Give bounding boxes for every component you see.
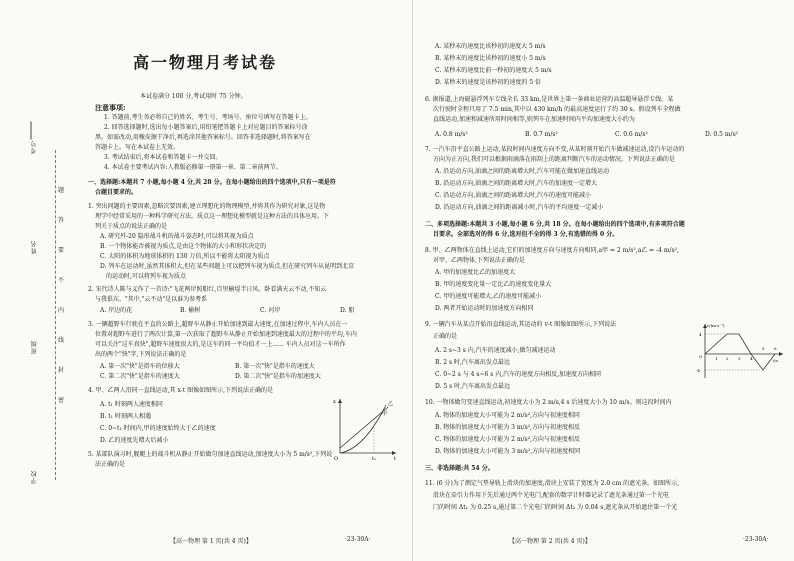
- section-2-heading: 二、多项选择题:本题共 3 小题,每小题 6 分,共 18 分。在每小题给出的四个选项中,有多项符合题: [425, 221, 685, 228]
- seal-char: 要: [58, 247, 65, 254]
- q2-option-b: B. 榆树: [180, 307, 201, 314]
- binding-strip: [0, 0, 78, 561]
- notice-line: 1. 答题前,考生务必将自己的姓名、考生号、考场号、座位号填写在答题卡上。: [104, 114, 312, 121]
- seal-char: 答: [58, 217, 65, 224]
- section-1-heading-cont: 合题目要求的。: [95, 189, 138, 196]
- q3-line: 出的两个"快"字,下列说法正确的是: [95, 351, 187, 358]
- q11-line: 滑块在牵引力作用下先后通过两个光电门,配套的数字计时器记录了遮光条通过第一个光电: [433, 492, 669, 499]
- q9-option-b: B. 2 s 时,汽车离出发点最远: [435, 359, 510, 366]
- q7-line: 7. 一汽车沿平直公路上运动,某段时间内速度方向不变,从某时刻开始汽车做减速运动,设汽车运动的: [425, 146, 685, 153]
- q11-line: 11. (6 分)为了测定气垫导轨上滑块的加速度,滑块上安装了宽度为 2.0 cm 的遮光条。如图所示,: [425, 480, 679, 487]
- right-footer: 【高一物理 第 2 页(共 4 页)】: [509, 538, 591, 545]
- q1-option: D. 列车在运动时,虽然其体积大,但在某些问题上可以把列车视为质点,但在研究列车从昆明到北京: [100, 263, 355, 270]
- q4-option-a: A. t₁ 时刻两人速度相同: [100, 401, 163, 408]
- q2-line: 2. 宋代诗人陈与义作了一首诗:"飞花两岸照船红,百里榆堤半日风。卧看满天云不动,不知云: [88, 286, 327, 293]
- seal-char: 内: [58, 307, 65, 314]
- vt-tick: 3: [738, 356, 741, 361]
- q2-option-d: D. 船: [340, 307, 355, 314]
- graph-yi-label: 乙: [388, 401, 394, 407]
- q1-line: 理学中经常采用的一种科学研究方法。质点这一理想化模型就是这种方法的具体应用。下: [95, 213, 330, 220]
- graph-x-label: x: [333, 399, 336, 405]
- q1-option: A. 研究歼-20 隐形战斗机的战斗姿态时,可以将其视为质点: [100, 233, 254, 240]
- q6-line: 直线运动,加速和减速所用时间相等,则列车在加速时间内平均加速度大小约为: [433, 116, 635, 123]
- class-label: 班级: [31, 340, 38, 354]
- seal-dashed-line: [55, 150, 56, 480]
- q4-option-b: B. t₁ 时刻两人相遇: [100, 413, 151, 420]
- notice-line: 答题卡上。写在本试卷上无效。: [95, 144, 180, 151]
- q4-xt-graph: [330, 393, 400, 463]
- left-footer-code: ·23-30A·: [345, 536, 371, 543]
- q2-option-c: C. 河岸: [260, 307, 281, 314]
- q9-option-d: D. 5 s 时,汽车离出发点最远: [435, 383, 511, 390]
- q7-option-c: C. 沿运动方向,油滴之间的距离增大时,汽车的速度可能减小: [435, 192, 592, 199]
- q3-line: 3. 一辆超野车行驶在平直的公路上,超野车从静止开始加速到最大速度,在加速过程中,车内人员在一: [88, 321, 348, 328]
- q9-option-c: C. 0~2 s 与 4 s~6 s 内,汽车的速度方向相反,加速度方向相同: [435, 371, 602, 378]
- seal-char: 题: [58, 187, 65, 194]
- q5-option-c: C. 某秒末的速度比前一秒初的速度大 5 m/s: [435, 67, 552, 74]
- seal-char: 线: [58, 337, 65, 344]
- q7-option-b: B. 沿运动方向,油滴之间的距离增大时,汽车的加速度一定增大: [435, 180, 598, 187]
- q7-option-a: A. 沿运动方向,油滴之间的距离增大时,汽车可能在做加速直线运动: [435, 168, 609, 175]
- right-page: [412, 0, 794, 561]
- q5-option-b: B. 某秒末的速度比该秒初的速度小 5 m/s: [435, 55, 546, 62]
- q8-option-d: D. 两者开始运动时的加速度方向相同: [435, 305, 534, 312]
- name-label: 姓名: [31, 240, 38, 254]
- notice-line: 4. 本试卷主要考试内容:人教版必修第一册第一章、第二章前两节。: [104, 164, 282, 171]
- q6-option-c: C. 0.6 m/s²: [615, 131, 648, 138]
- graph-t1-label: t₁: [372, 456, 377, 462]
- q3-line: 可以关注"这车真快",超野车速度很大的,是这车的同一平均值才一上...... 车内人员对这一车所作: [95, 341, 346, 348]
- q6-option-a: A. 0.8 m/s²: [435, 131, 468, 138]
- q3-option-c: C. 第二次"快"是指车的速度大: [100, 373, 180, 380]
- q1-option: C. 太阳的体积为地球体积的 130 万倍,所以不能将太阳视为质点: [100, 253, 270, 260]
- section-3-heading: 三、非选择题:共 54 分。: [425, 465, 494, 472]
- q1-option: B. 一个物体能否被视为质点,是由这个物体的大小和形状决定的: [100, 243, 267, 250]
- vt-tick: 4: [750, 356, 753, 361]
- q5-option-a: A. 某秒末的速度比该秒初的速度大 5 m/s: [435, 43, 546, 50]
- q4-line: 4. 甲、乙两人沿同一直线运动,其 x-t 图像如图所示,下列说法正确的是: [88, 387, 273, 394]
- q1-option-cont: 的运动时,可以将列车视为质点: [106, 273, 186, 280]
- vt-origin: O: [699, 354, 703, 359]
- q3-option-b: B. 第一次"快"是指车的速度大: [235, 363, 315, 370]
- q7-line: 方向为正方向,我们可以根据雨滴落在雨刮上的距离判断汽车的运动情况。下列说法正确的是: [433, 156, 675, 163]
- q9-line: 9. 一辆汽车从某点开始沿直线运动,其运动的 v-t 图像如图所示,下列说法: [425, 321, 617, 328]
- vt-tick: 5: [762, 346, 765, 351]
- q6-option-d: D. 0.5 m/s²: [705, 131, 739, 138]
- right-footer-code: ·23-30A·: [743, 536, 769, 543]
- graph-jia-label: 甲: [382, 411, 388, 417]
- q8-line: 8. 甲、乙两物体在直线上运动,它们的加速度方向与速度方向相同,a甲 = 2 m/s²,a乙 = -4 m/s²,: [425, 247, 679, 254]
- vt-tick: 1: [715, 356, 718, 361]
- vt-vmax: 4: [699, 332, 702, 337]
- graph-origin-label: O: [334, 456, 339, 462]
- q7-option-d: D. 沿运动方向,油滴之间的距离减小时,汽车的平均速度一定减小: [435, 204, 604, 211]
- exam-title: 高一物理月考试卷: [132, 53, 277, 72]
- vt-tick: 6: [774, 346, 777, 351]
- graph-t-label: t: [394, 456, 397, 462]
- vt-vmin: -4: [696, 368, 700, 373]
- q6-line: 次行驶时全程只用了 7.5 min,其中以 430 km/h 的最高速度运行了约 30 s。假设列车全程做: [433, 106, 681, 113]
- q6-option-b: B. 0.7 m/s²: [525, 131, 558, 138]
- seal-char: 封: [58, 367, 65, 374]
- q2-option-a: A. 岸边的花: [100, 307, 133, 314]
- section-2-heading-cont: 目要求。全部选对的得 6 分,选对但不全的得 3 分,有选错的得 0 分。: [433, 231, 619, 238]
- vt-tick: 2: [726, 356, 729, 361]
- q9-vt-graph: [693, 320, 788, 382]
- q1-line: 1. 突出问题的主要因素,忽略次要因素,建立理想化的物理模型,并将其作为研究对象,这是物: [88, 203, 326, 210]
- q10-option-d: D. 物体的加速度大小可能为 3 m/s²,方向与初速度相同: [435, 448, 581, 455]
- notice-title: 注意事项:: [95, 103, 126, 112]
- section-1-heading: 一、选择题:本题共 7 小题,每小题 4 分,共 28 分。在每小题给出的四个选项中,只有一项是符: [88, 179, 336, 186]
- q4-option-c: C. 0~t₁ 时间内,甲的速度始终大于乙的速度: [100, 425, 216, 432]
- q8-option-b: B. 甲的速度变化量一定比乙的速度变化量大: [435, 281, 552, 288]
- q10-option-b: B. 物体的加速度大小可能为 3 m/s²,方向与初速度相反: [435, 424, 580, 431]
- q10-option-c: C. 物体的加速度大小可能为 2 m/s²,方向与初速度相反: [435, 436, 580, 443]
- q5-option-d: D. 某秒末的速度是该秒初的速度的 5 倍: [435, 79, 542, 86]
- q3-option-a: A. 第一次"快"是指车的位移大: [100, 363, 180, 370]
- q3-line: 位置对超野车进行了两次计算,第一次获取了超野车从静止开始加速到速度最大的过程中的平均,车内: [95, 331, 357, 338]
- q5-line: 法正确的是: [95, 461, 126, 468]
- q9-line: 正确的是: [433, 333, 458, 340]
- exam-no-label: 考号: [31, 140, 38, 154]
- q8-line: 对甲、乙两物体,下列说法正确的是: [433, 257, 525, 264]
- q8-option-a: A. 甲的加速度比乙的加速度大: [435, 269, 516, 276]
- q11-line: 门的时间 Δt₁ 为 0.25 s,通过第二个光电门的时间 Δt₂ 为 0.04 s,遮光条从开始遮住第一个光: [433, 504, 678, 511]
- q2-line: 与我俱东。"其中,"云不动"是以谁为参考系: [95, 296, 208, 303]
- q6-line: 6. 据报道,上海磁悬浮列车专线全长 33 km,是世界上第一条商业运营的高温超导悬浮专线。某: [425, 96, 674, 103]
- notice-line: 3. 考试结束后,将本试卷和答题卡一并交回。: [104, 154, 222, 161]
- q4-option-d: D. 乙的速度先增大后减小: [100, 437, 169, 444]
- notice-line: 黑。如需改动,用橡皮擦干净后,再选涂其他答案标号。回答非选择题时,将答案写在: [95, 134, 311, 141]
- q8-option-c: C. 甲的速度可能增大,乙的速度可能减小: [435, 293, 542, 300]
- left-footer: 【高一物理 第 1 页(共 4 页)】: [170, 538, 252, 545]
- q5-line: 5. 某部队演习时,舰艇上的战斗机从静止开始做匀加速直线运动,加速度大小为 5 m/s²,下列说: [88, 451, 333, 458]
- q10-option-a: A. 物体的加速度大小可能为 2 m/s²,方向与初速度相同: [435, 412, 580, 419]
- vt-v-label: v/(m·s⁻¹): [707, 323, 725, 328]
- q10-line: 10. 一物体做匀变速直线运动,初速度大小为 2 m/s,4 s 后速度大小为 10 m/s。则这段时间内: [425, 399, 672, 406]
- notice-line: 2. 回答选择题时,选出每小题答案后,用铅笔把答题卡上对应题目的答案标号涂: [104, 124, 308, 131]
- exam-meta: 本试卷满分 100 分,考试用时 75 分钟。: [140, 93, 247, 100]
- seal-char: 不: [58, 277, 65, 284]
- q3-option-d: D. 第二次"快"是指车的加速度大: [235, 373, 321, 380]
- vt-t-label: t/s: [773, 358, 779, 363]
- school-label: 学校: [31, 470, 38, 484]
- q9-option-a: A. 2 s~3 s 内,汽车的速度减小,做匀减速运动: [435, 347, 556, 354]
- seal-char: 密: [58, 397, 65, 404]
- exam-no-line: [31, 122, 32, 140]
- q1-line: 列关于质点的说法正确的是: [95, 223, 168, 230]
